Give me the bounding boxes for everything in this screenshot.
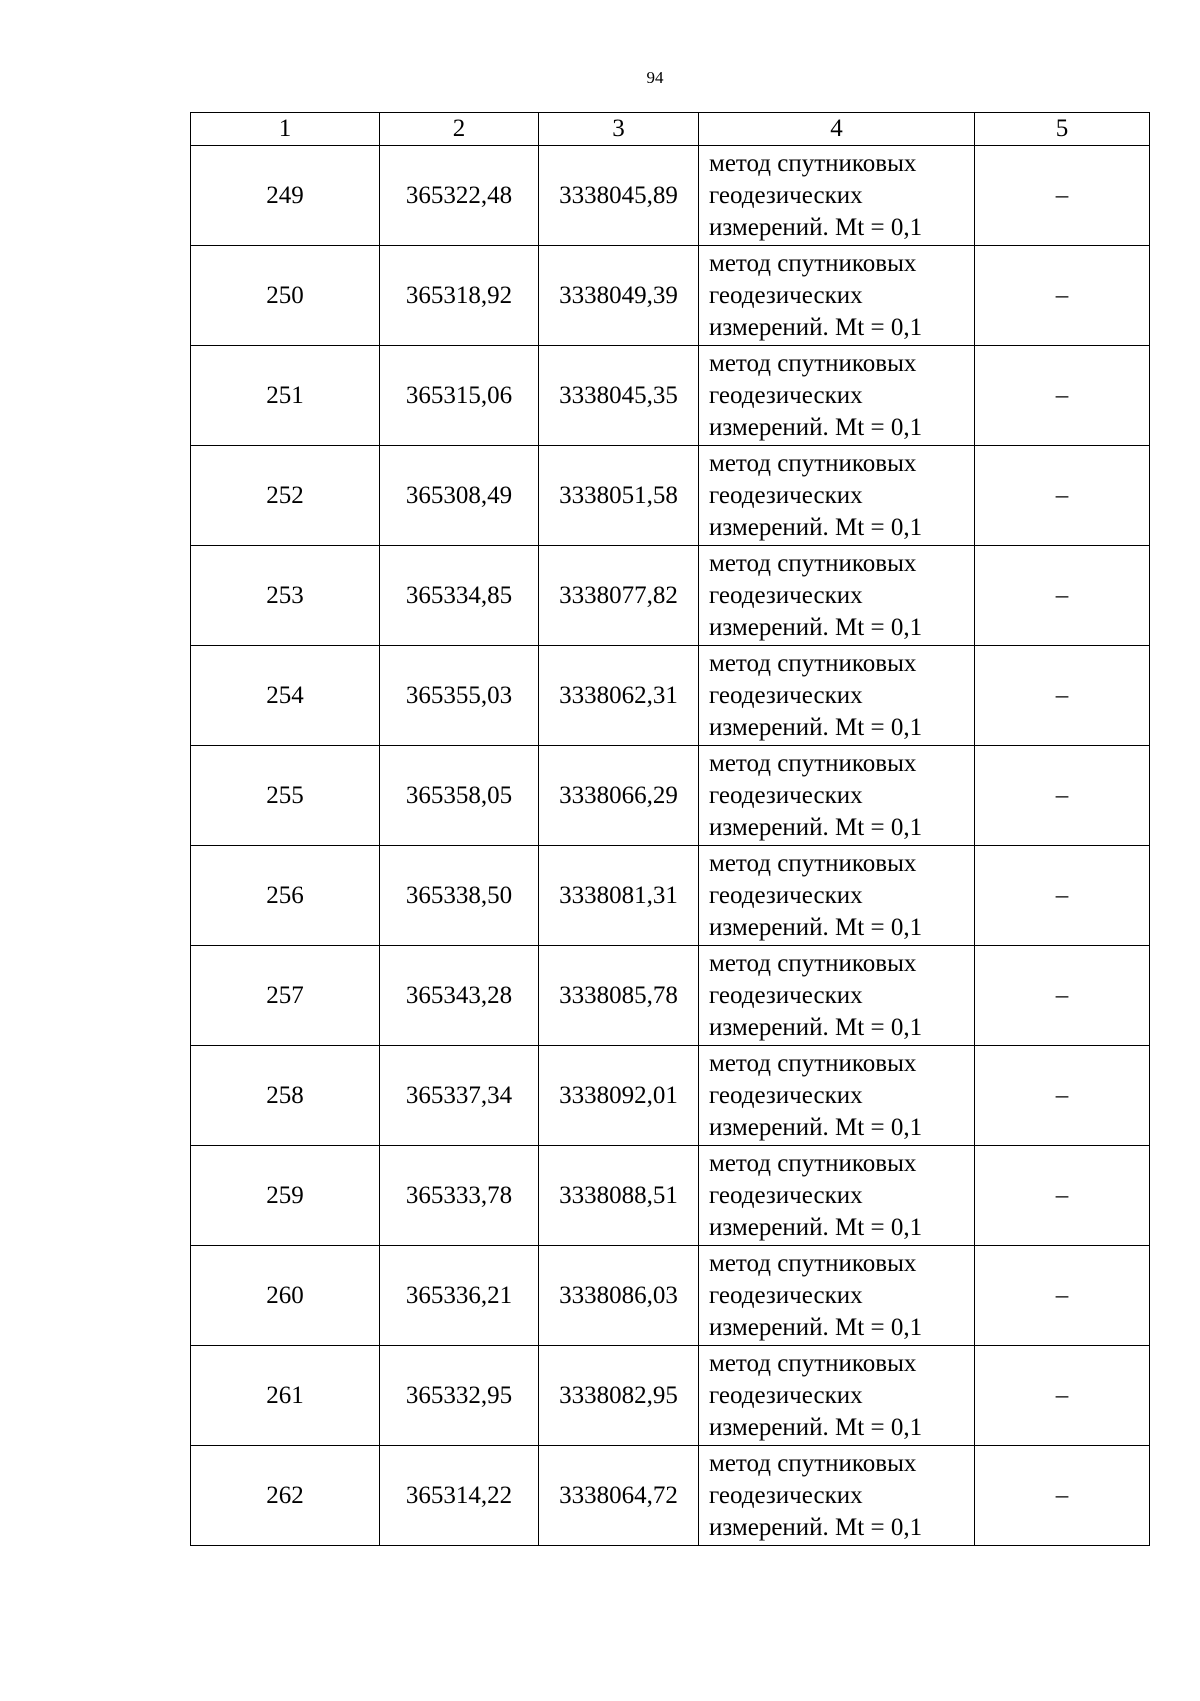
method-line: метод спутниковых bbox=[709, 549, 917, 577]
page-number: 94 bbox=[646, 68, 664, 87]
column-header-3: 3 bbox=[539, 113, 699, 146]
x-coordinate-cell: 365315,06 bbox=[380, 346, 539, 446]
y-coordinate-cell: 3338045,35 bbox=[539, 346, 699, 446]
method-line: метод спутниковых bbox=[709, 1249, 917, 1277]
note-cell: – bbox=[975, 546, 1150, 646]
table-row bbox=[191, 1146, 1150, 1246]
x-coordinate-cell: 365343,28 bbox=[380, 946, 539, 1046]
method-cell bbox=[699, 446, 975, 546]
point-number-cell: 255 bbox=[191, 746, 380, 846]
method-cell bbox=[699, 746, 975, 846]
method-line: геодезических bbox=[709, 1081, 863, 1109]
column-header-5: 5 bbox=[975, 113, 1150, 146]
column-header-2: 2 bbox=[380, 113, 539, 146]
note-cell: – bbox=[975, 1346, 1150, 1446]
point-number-cell: 250 bbox=[191, 246, 380, 346]
y-coordinate-cell: 3338062,31 bbox=[539, 646, 699, 746]
y-coordinate-cell: 3338085,78 bbox=[539, 946, 699, 1046]
note-cell: – bbox=[975, 1146, 1150, 1246]
method-line: измерений. Mt = 0,1 bbox=[709, 1113, 923, 1141]
point-number-cell: 251 bbox=[191, 346, 380, 446]
method-line: геодезических bbox=[709, 481, 863, 509]
y-coordinate-cell: 3338077,82 bbox=[539, 546, 699, 646]
method-line: измерений. Mt = 0,1 bbox=[709, 413, 923, 441]
method-line: метод спутниковых bbox=[709, 1049, 917, 1077]
column-header-4: 4 bbox=[699, 113, 975, 146]
note-cell: – bbox=[975, 646, 1150, 746]
method-cell bbox=[699, 1346, 975, 1446]
y-coordinate-cell: 3338051,58 bbox=[539, 446, 699, 546]
note-cell: – bbox=[975, 346, 1150, 446]
table-row bbox=[191, 146, 1150, 246]
method-line: метод спутниковых bbox=[709, 1349, 917, 1377]
method-line: метод спутниковых bbox=[709, 249, 917, 277]
method-line: измерений. Mt = 0,1 bbox=[709, 813, 923, 841]
method-line: измерений. Mt = 0,1 bbox=[709, 313, 923, 341]
method-line: измерений. Mt = 0,1 bbox=[709, 513, 923, 541]
point-number-cell: 254 bbox=[191, 646, 380, 746]
method-cell bbox=[699, 1046, 975, 1146]
method-line: геодезических bbox=[709, 181, 863, 209]
y-coordinate-cell: 3338049,39 bbox=[539, 246, 699, 346]
x-coordinate-cell: 365322,48 bbox=[380, 146, 539, 246]
point-number-cell: 258 bbox=[191, 1046, 380, 1146]
method-line: геодезических bbox=[709, 381, 863, 409]
table-row bbox=[191, 746, 1150, 846]
note-cell: – bbox=[975, 946, 1150, 1046]
method-line: измерений. Mt = 0,1 bbox=[709, 213, 923, 241]
point-number-cell: 262 bbox=[191, 1446, 380, 1546]
y-coordinate-cell: 3338088,51 bbox=[539, 1146, 699, 1246]
y-coordinate-cell: 3338086,03 bbox=[539, 1246, 699, 1346]
method-cell bbox=[699, 546, 975, 646]
note-cell: – bbox=[975, 146, 1150, 246]
table-row bbox=[191, 1446, 1150, 1546]
column-header-1: 1 bbox=[191, 113, 380, 146]
table-row bbox=[191, 246, 1150, 346]
method-line: измерений. Mt = 0,1 bbox=[709, 1513, 923, 1541]
point-number-cell: 253 bbox=[191, 546, 380, 646]
method-line: геодезических bbox=[709, 581, 863, 609]
point-number-cell: 260 bbox=[191, 1246, 380, 1346]
method-line: геодезических bbox=[709, 681, 863, 709]
point-number-cell: 261 bbox=[191, 1346, 380, 1446]
method-line: геодезических bbox=[709, 981, 863, 1009]
method-line: измерений. Mt = 0,1 bbox=[709, 613, 923, 641]
method-line: измерений. Mt = 0,1 bbox=[709, 1013, 923, 1041]
method-line: геодезических bbox=[709, 1481, 863, 1509]
note-cell: – bbox=[975, 1246, 1150, 1346]
method-line: метод спутниковых bbox=[709, 849, 917, 877]
table-row bbox=[191, 1246, 1150, 1346]
x-coordinate-cell: 365314,22 bbox=[380, 1446, 539, 1546]
method-line: геодезических bbox=[709, 1181, 863, 1209]
method-cell bbox=[699, 146, 975, 246]
table-row bbox=[191, 346, 1150, 446]
note-cell: – bbox=[975, 746, 1150, 846]
x-coordinate-cell: 365308,49 bbox=[380, 446, 539, 546]
table-body bbox=[191, 146, 1150, 1546]
note-cell: – bbox=[975, 846, 1150, 946]
point-number-cell: 256 bbox=[191, 846, 380, 946]
x-coordinate-cell: 365333,78 bbox=[380, 1146, 539, 1246]
method-cell bbox=[699, 1246, 975, 1346]
table-row bbox=[191, 1046, 1150, 1146]
x-coordinate-cell: 365338,50 bbox=[380, 846, 539, 946]
x-coordinate-cell: 365334,85 bbox=[380, 546, 539, 646]
method-line: геодезических bbox=[709, 1281, 863, 1309]
method-cell bbox=[699, 946, 975, 1046]
point-number-cell: 249 bbox=[191, 146, 380, 246]
table-row bbox=[191, 446, 1150, 546]
point-number-cell: 259 bbox=[191, 1146, 380, 1246]
method-line: метод спутниковых bbox=[709, 449, 917, 477]
method-line: метод спутниковых bbox=[709, 1149, 917, 1177]
x-coordinate-cell: 365358,05 bbox=[380, 746, 539, 846]
x-coordinate-cell: 365337,34 bbox=[380, 1046, 539, 1146]
x-coordinate-cell: 365318,92 bbox=[380, 246, 539, 346]
method-cell bbox=[699, 346, 975, 446]
note-cell: – bbox=[975, 1046, 1150, 1146]
point-number-cell: 257 bbox=[191, 946, 380, 1046]
x-coordinate-cell: 365332,95 bbox=[380, 1346, 539, 1446]
method-line: измерений. Mt = 0,1 bbox=[709, 1413, 923, 1441]
method-line: измерений. Mt = 0,1 bbox=[709, 1313, 923, 1341]
method-cell bbox=[699, 646, 975, 746]
method-cell bbox=[699, 1446, 975, 1546]
table-row bbox=[191, 646, 1150, 746]
note-cell: – bbox=[975, 246, 1150, 346]
method-line: измерений. Mt = 0,1 bbox=[709, 713, 923, 741]
y-coordinate-cell: 3338066,29 bbox=[539, 746, 699, 846]
method-line: метод спутниковых bbox=[709, 1449, 917, 1477]
method-cell bbox=[699, 1146, 975, 1246]
method-line: геодезических bbox=[709, 1381, 863, 1409]
note-cell: – bbox=[975, 446, 1150, 546]
method-line: метод спутниковых bbox=[709, 649, 917, 677]
point-number-cell: 252 bbox=[191, 446, 380, 546]
method-cell bbox=[699, 846, 975, 946]
table-header-row bbox=[191, 113, 1150, 146]
y-coordinate-cell: 3338092,01 bbox=[539, 1046, 699, 1146]
note-cell: – bbox=[975, 1446, 1150, 1546]
x-coordinate-cell: 365336,21 bbox=[380, 1246, 539, 1346]
method-line: измерений. Mt = 0,1 bbox=[709, 913, 923, 941]
y-coordinate-cell: 3338045,89 bbox=[539, 146, 699, 246]
table-row bbox=[191, 546, 1150, 646]
table-row bbox=[191, 1346, 1150, 1446]
coordinates-table bbox=[190, 112, 1150, 1546]
method-line: метод спутниковых bbox=[709, 949, 917, 977]
y-coordinate-cell: 3338064,72 bbox=[539, 1446, 699, 1546]
method-line: метод спутниковых bbox=[709, 749, 917, 777]
method-line: измерений. Mt = 0,1 bbox=[709, 1213, 923, 1241]
method-line: геодезических bbox=[709, 781, 863, 809]
table-row bbox=[191, 846, 1150, 946]
method-line: метод спутниковых bbox=[709, 349, 917, 377]
method-line: геодезических bbox=[709, 881, 863, 909]
y-coordinate-cell: 3338082,95 bbox=[539, 1346, 699, 1446]
method-line: метод спутниковых bbox=[709, 149, 917, 177]
table-row bbox=[191, 946, 1150, 1046]
method-cell bbox=[699, 246, 975, 346]
method-line: геодезических bbox=[709, 281, 863, 309]
y-coordinate-cell: 3338081,31 bbox=[539, 846, 699, 946]
x-coordinate-cell: 365355,03 bbox=[380, 646, 539, 746]
